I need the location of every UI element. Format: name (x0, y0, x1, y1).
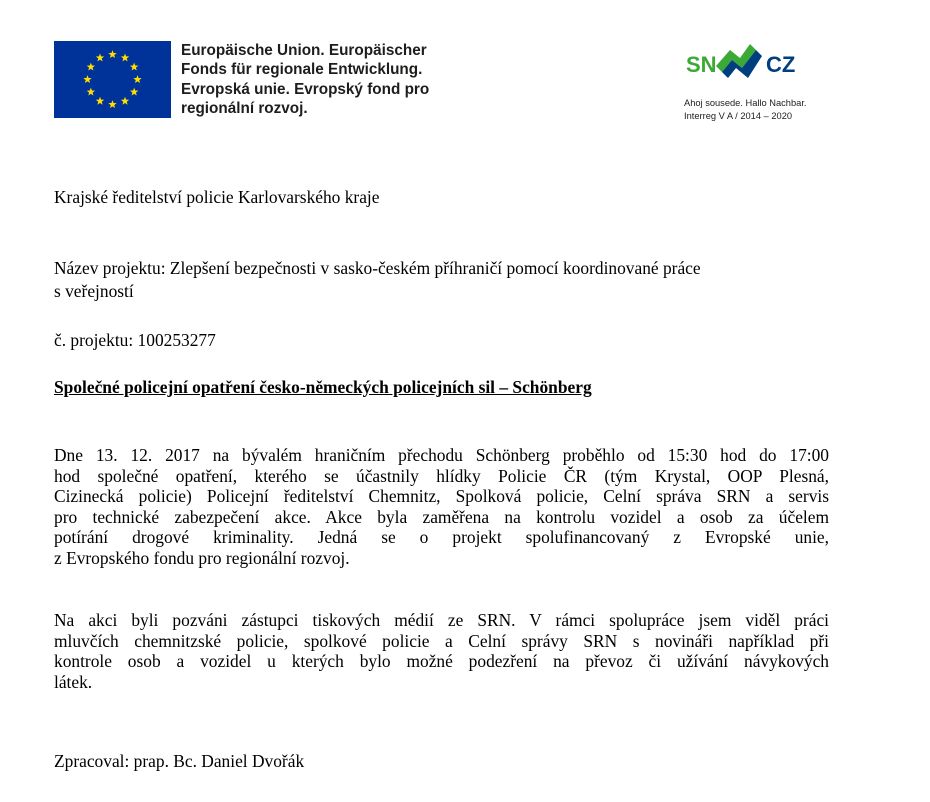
paragraph-1-line: Cizinecká policie) Policejní ředitelství Chemnitz, Spolková policie, Celní správa SRN a servis (54, 486, 829, 506)
author-signature: Zpracoval: prap. Bc. Daniel Dvořák (54, 751, 305, 771)
paragraph-2 (54, 610, 829, 692)
paragraph-2-line: kontrole osob a vozidel u kterých bylo možné podezření na převoz či užívání návykových (54, 651, 829, 671)
eu-line-3: Evropská unie. Evropský fond pro (181, 80, 430, 98)
sncz-tagline-1: Ahoj sousede. Hallo Nachbar. (684, 98, 807, 108)
sncz-cz-text: CZ (766, 52, 796, 77)
eu-flag-logo (54, 41, 171, 118)
sncz-tagline (684, 97, 824, 123)
sncz-tagline-2: Interreg V A / 2014 – 2020 (684, 111, 793, 121)
paragraph-2-line: mluvčích chemnitzské policie, spolkové policie a Celní správy SRN s novináři například při (54, 630, 829, 651)
paragraph-1-line: Dne 13. 12. 2017 na bývalém hraničním přechodu Schönberg proběhlo od 15:30 hod do 17:00 (54, 445, 829, 465)
project-name-line-2: s veřejností (54, 281, 134, 301)
eu-line-1: Europäische Union. Europäischer (181, 42, 427, 59)
project-name-line-1: Název projektu: Zlepšení bezpečnosti v sasko-českém příhraničí pomocí koordinované práce (54, 258, 701, 278)
paragraph-1-line: hod společné opatření, kterého se účastnily hlídky Policie ČR (tým Krystal, OOP Plesná, (54, 465, 829, 486)
paragraph-2-line: látek. (54, 671, 93, 692)
document-heading: Společné policejní opatření česko-německých policejních sil – Schönberg (54, 377, 592, 397)
sncz-sn-text: SN (686, 52, 717, 77)
paragraph-1-line: pro technické zabezpečení akce. Akce byla zaměřena na kontrolu vozidel a osob za účelem (54, 506, 829, 527)
paragraph-1-line: z Evropského fondu pro regionální rozvoj. (54, 547, 350, 568)
paragraph-2-line: Na akci byli pozváni zástupci tiskových médií ze SRN. V rámci spolupráce jsem viděl práci (54, 610, 829, 630)
eu-line-2: Fonds für regionale Entwicklung. (181, 61, 423, 79)
paragraph-1 (54, 445, 829, 568)
project-number: č. projektu: 100253277 (54, 330, 216, 350)
eu-fund-label (181, 41, 471, 118)
eu-line-4: regionální rozvoj. (181, 99, 308, 117)
authority-name: Krajské ředitelství policie Karlovarského kraje (54, 187, 380, 207)
paragraph-1-line: potírání drogové kriminality. Jedná se o projekt spolufinancovaný z Evropské unie, (54, 527, 829, 547)
